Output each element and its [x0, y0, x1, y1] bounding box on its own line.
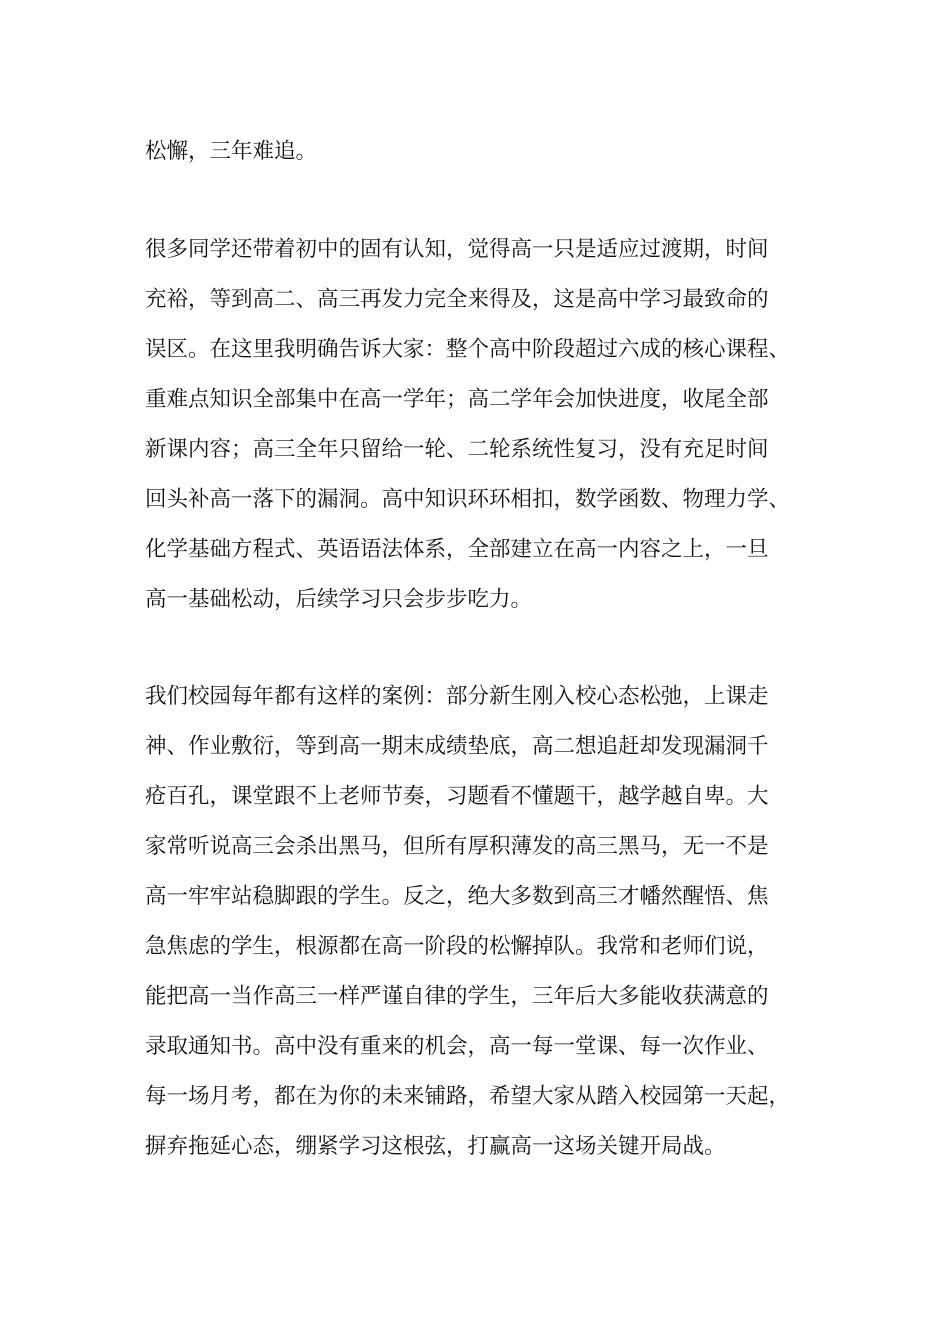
paragraph-2-line-5: 新课内容；高三全年只留给一轮、二轮系统性复习，没有充足时间	[145, 437, 769, 462]
paragraph-3-line-3: 疮百孔，课堂跟不上老师节奏，习题看不懂题干，越学越自卑。大	[145, 784, 769, 809]
paragraph-2-line-7: 化学基础方程式、英语语法体系，全部建立在高一内容之上，一旦	[145, 537, 769, 562]
paragraph-3-line-2: 神、作业敷衍，等到高一期末成绩垫底，高二想追赶却发现漏洞千	[145, 734, 769, 759]
paragraph-2-line-4: 重难点知识全部集中在高一学年；高二学年会加快进度，收尾全部	[145, 387, 769, 412]
paragraph-2-line-1: 很多同学还带着初中的固有认知，觉得高一只是适应过渡期，时间	[145, 237, 769, 262]
paragraph-3-line-6: 急焦虑的学生，根源都在高一阶段的松懈掉队。我常和老师们说，	[145, 934, 769, 959]
paragraph-3-line-9: 每一场月考，都在为你的未来铺路，希望大家从踏入校园第一天起，	[145, 1084, 791, 1109]
paragraph-3-line-5: 高一牢牢站稳脚跟的学生。反之，绝大多数到高三才幡然醒悟、焦	[145, 884, 769, 909]
paragraph-2-line-6: 回头补高一落下的漏洞。高中知识环环相扣，数学函数、物理力学、	[145, 487, 791, 512]
paragraph-2-line-3: 误区。在这里我明确告诉大家：整个高中阶段超过六成的核心课程、	[145, 337, 791, 362]
paragraph-1-line-1: 松懈，三年难追。	[145, 139, 318, 164]
paragraph-2-line-8: 高一基础松动，后续学习只会步步吃力。	[145, 587, 533, 612]
paragraph-3-line-4: 家常听说高三会杀出黑马，但所有厚积薄发的高三黑马，无一不是	[145, 834, 769, 859]
paragraph-3-line-1: 我们校园每年都有这样的案例：部分新生刚入校心态松弛，上课走	[145, 684, 769, 709]
paragraph-3-line-10: 摒弃拖延心态，绷紧学习这根弦，打赢高一这场关键开局战。	[145, 1134, 726, 1159]
paragraph-3-line-8: 录取通知书。高中没有重来的机会，高一每一堂课、每一次作业、	[145, 1034, 769, 1059]
paragraph-2-line-2: 充裕，等到高二、高三再发力完全来得及，这是高中学习最致命的	[145, 287, 769, 312]
paragraph-3-line-7: 能把高一当作高三一样严谨自律的学生，三年后大多能收获满意的	[145, 984, 769, 1009]
